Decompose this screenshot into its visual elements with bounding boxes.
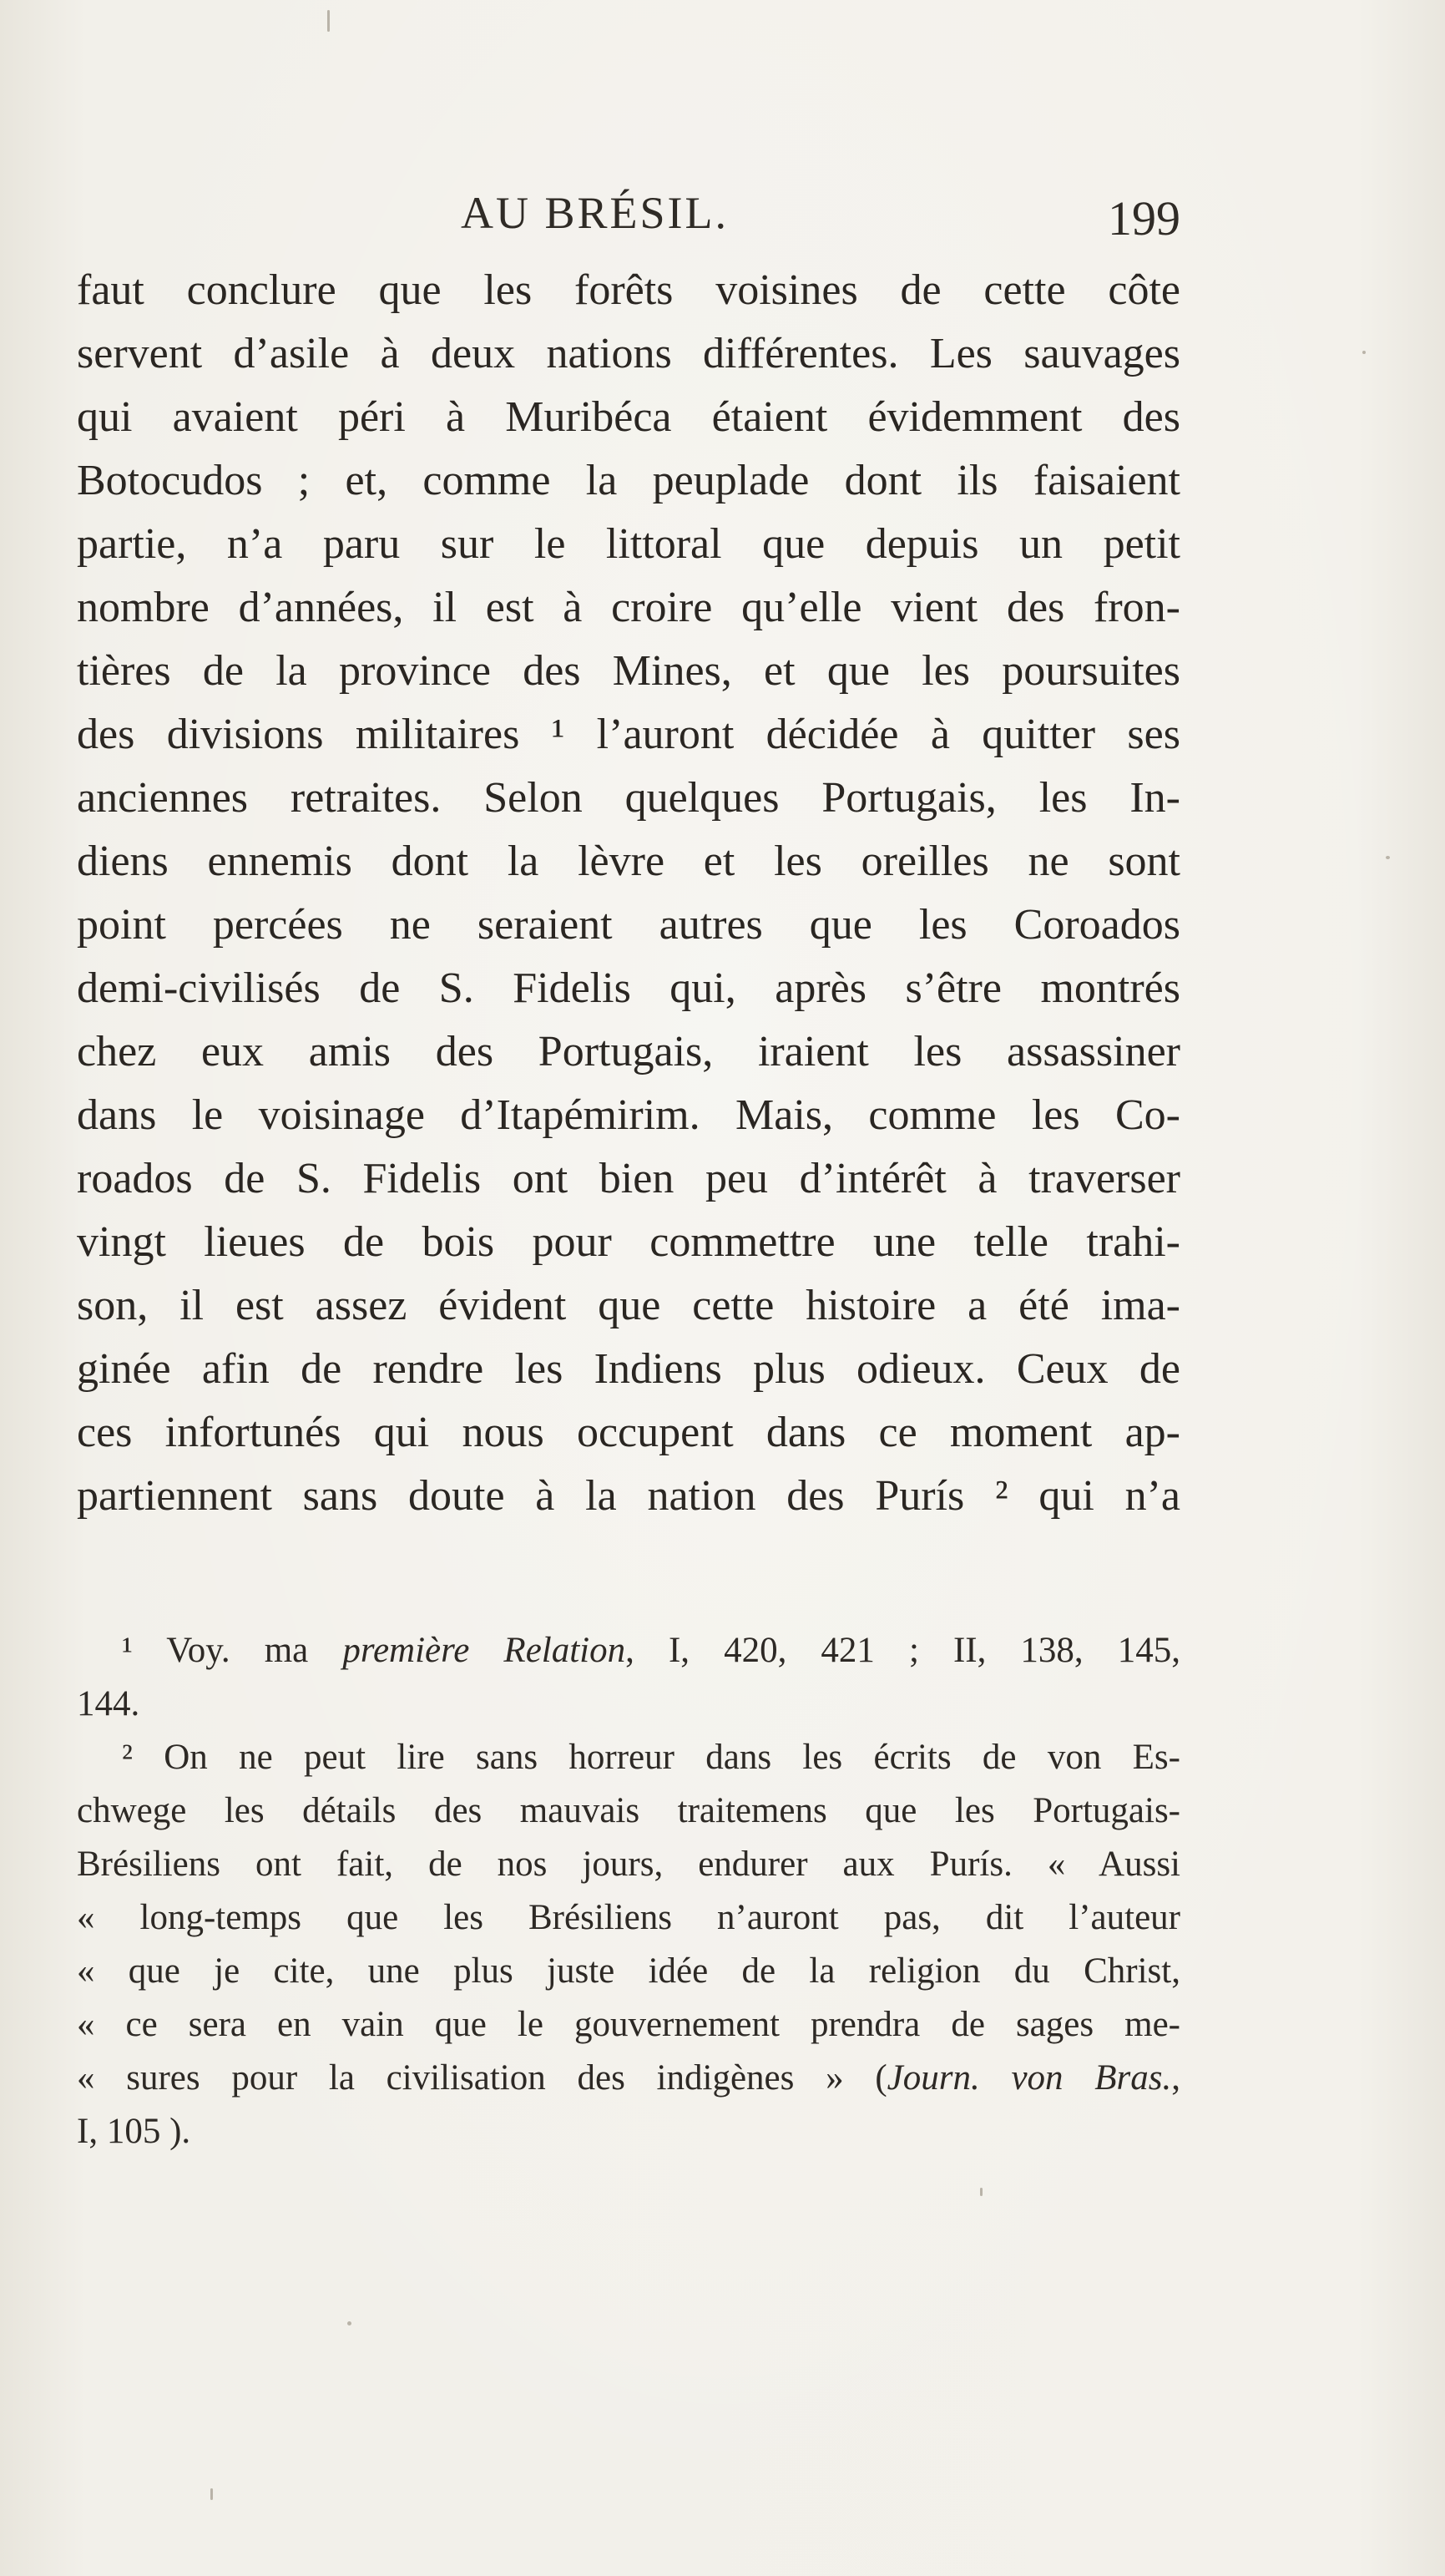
- page-header: [77, 187, 1180, 262]
- footnote-marker: ¹: [122, 1631, 133, 1670]
- text-line: demi-civilisés de S. Fidelis qui, après s’être montrés: [77, 964, 1180, 1012]
- footnote-1-continuation: 144.: [77, 1684, 140, 1723]
- running-head: AU BRÉSIL.: [461, 188, 730, 238]
- paper-speck: [210, 2488, 213, 2500]
- footnote-text: , I, 420, 421 ; II, 138, 145,: [625, 1631, 1180, 1670]
- footnote-text: Voy. ma: [132, 1631, 343, 1670]
- text-line: roados de S. Fidelis ont bien peu d’intérêt à traverser: [77, 1155, 1180, 1202]
- text-line: diens ennemis dont la lèvre et les oreilles ne sont: [77, 838, 1180, 885]
- body-text: [77, 259, 1180, 1528]
- text-line: point percées ne seraient autres que les Coroados: [77, 901, 1180, 949]
- text-line: qui avaient péri à Muribéca étaient évidemment des: [77, 393, 1180, 441]
- paper-speck: [1362, 351, 1366, 354]
- footnote-1: [77, 1624, 1180, 1678]
- text-line: son, il est assez évident que cette histoire a été ima-: [77, 1282, 1180, 1329]
- text-line: anciennes retraites. Selon quelques Portugais, les In-: [77, 774, 1180, 822]
- text-line: servent d’asile à deux nations différentes. Les sauvages: [77, 330, 1180, 377]
- footnote-2-line: « ce sera en vain que le gouvernement prendra de sages me-: [77, 2005, 1180, 2044]
- paper-speck: [327, 10, 330, 32]
- footnote-2-line: « long-temps que les Brésiliens n’auront pas, dit l’auteur: [77, 1898, 1180, 1937]
- footnote-2-line: chwege les détails des mauvais traitemens que les Portugais-: [77, 1791, 1180, 1830]
- footnote-text: « sures pour la civilisation des indigènes » (: [77, 2058, 887, 2098]
- footnotes: [77, 1624, 1180, 2158]
- text-line: faut conclure que les forêts voisines de cette côte: [77, 266, 1180, 314]
- text-line: ginée afin de rendre les Indiens plus odieux. Ceux de: [77, 1345, 1180, 1393]
- text-line: partiennent sans doute à la nation des Purís ² qui n’a: [77, 1472, 1180, 1520]
- text-line: dans le voisinage d’Itapémirim. Mais, comme les Co-: [77, 1091, 1180, 1139]
- paper-speck: [1386, 856, 1390, 859]
- footnote-2-line: Brésiliens ont fait, de nos jours, endurer aux Purís. « Aussi: [77, 1845, 1180, 1884]
- footnote-source: Journ. von Bras.: [887, 2058, 1172, 2098]
- footnote-2-continuation: I, 105 ).: [77, 2112, 191, 2151]
- text-line: vingt lieues de bois pour commettre une telle trahi-: [77, 1218, 1180, 1266]
- text-line: chez eux amis des Portugais, iraient les assassiner: [77, 1028, 1180, 1075]
- text-line: ces infortunés qui nous occupent dans ce moment ap-: [77, 1409, 1180, 1456]
- footnote-2-line: « que je cite, une plus juste idée de la religion du Christ,: [77, 1951, 1180, 1991]
- footnote-text: ,: [1171, 2058, 1181, 2098]
- text-line: tières de la province des Mines, et que les poursuites: [77, 647, 1180, 695]
- footnote-2-line: ² On ne peut lire sans horreur dans les écrits de von Es-: [122, 1738, 1180, 1777]
- text-line: des divisions militaires ¹ l’auront décidée à quitter ses: [77, 711, 1180, 758]
- paper-speck: [347, 2321, 351, 2325]
- footnote-2-line: [77, 2052, 1180, 2105]
- page-number: 199: [1108, 191, 1180, 245]
- footnote-title: première Relation: [342, 1631, 626, 1670]
- text-line: Botocudos ; et, comme la peuplade dont ils faisaient: [77, 457, 1180, 504]
- paper-speck: [980, 2188, 983, 2196]
- text-line: partie, n’a paru sur le littoral que depuis un petit: [77, 520, 1180, 568]
- text-line: nombre d’années, il est à croire qu’elle vient des fron-: [77, 584, 1180, 631]
